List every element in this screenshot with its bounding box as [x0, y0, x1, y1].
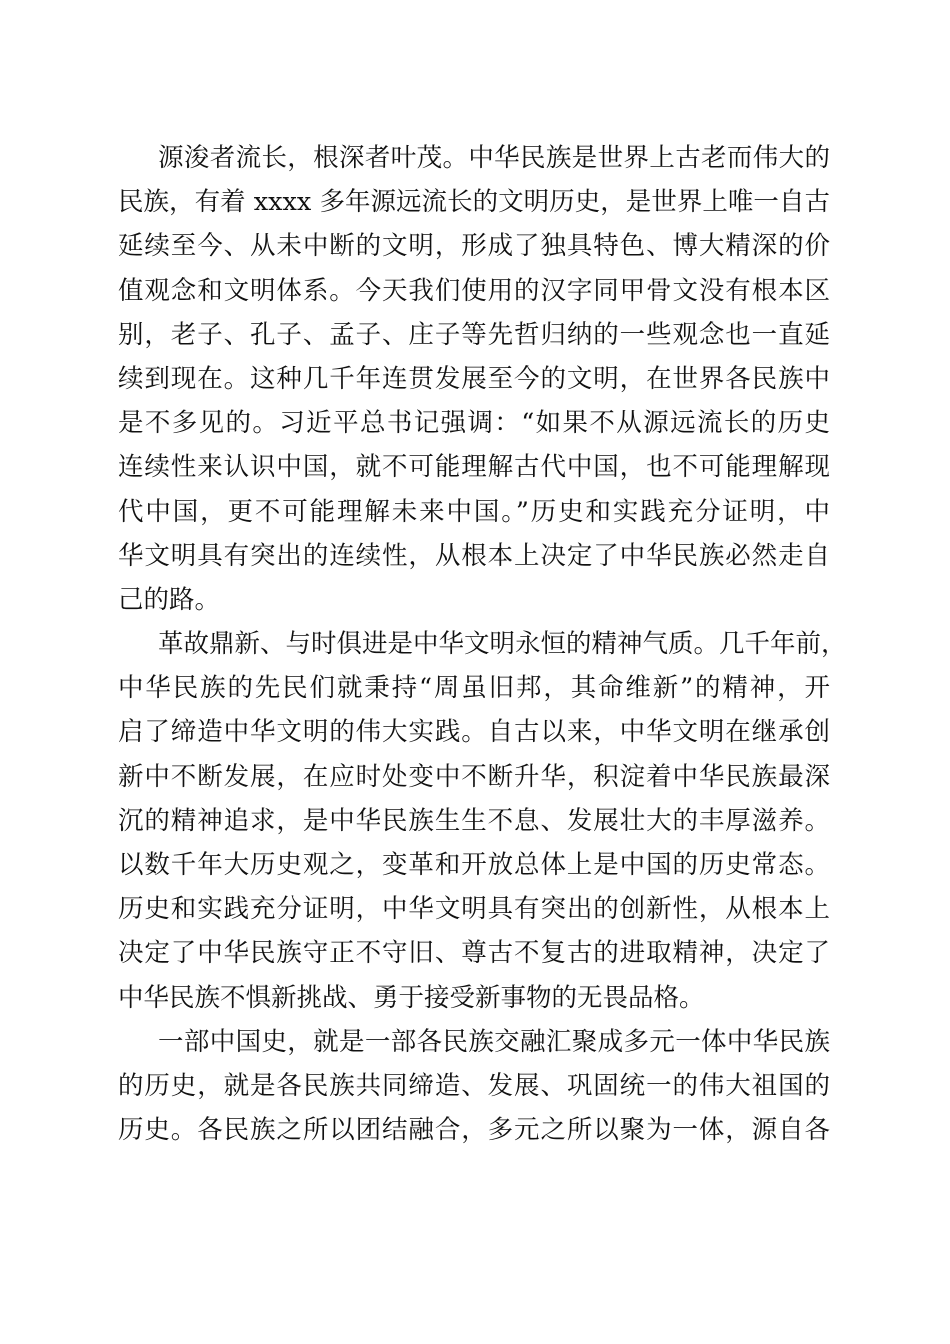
document-body [118, 136, 847, 1152]
paragraph-line: 值观念和文明体系。今天我们使用的汉字同甲骨文没有根本区 [118, 275, 830, 306]
paragraph-line: 别，老子、孔子、孟子、庄子等先哲归纳的一些观念也一直延 [118, 319, 830, 350]
paragraph-line: 新中不断发展，在应时处变中不断升华，积淀着中华民族最深 [118, 761, 830, 792]
paragraph-line: 历史。各民族之所以团结融合，多元之所以聚为一体，源自各 [118, 1115, 830, 1146]
paragraph-1 [118, 136, 830, 622]
paragraph-line: 己的路。 [118, 584, 221, 615]
paragraph-line: 民族，有着 xxxx 多年源远流长的文明历史，是世界上唯一自古 [118, 187, 830, 218]
paragraph-line: 代中国，更不可能理解未来中国。”历史和实践充分证明，中 [118, 496, 830, 527]
paragraph-line: 以数千年大历史观之，变革和开放总体上是中国的历史常态。 [118, 850, 830, 880]
paragraph-line: 华文明具有突出的连续性，从根本上决定了中华民族必然走自 [118, 540, 830, 571]
paragraph-line: 是不多见的。习近平总书记强调：“如果不从源远流长的历史 [118, 408, 830, 439]
paragraph-line: 源浚者流长，根深者叶茂。中华民族是世界上古老而伟大的 [158, 143, 830, 173]
paragraph-line: 革故鼎新、与时俱进是中华文明永恒的精神气质。几千年前， [158, 629, 847, 660]
paragraph-2 [118, 622, 847, 1020]
paragraph-line: 续到现在。这种几千年连贯发展至今的文明，在世界各民族中 [118, 363, 830, 394]
paragraph-3 [118, 1020, 830, 1153]
paragraph-line: 历史和实践充分证明，中华文明具有突出的创新性，从根本上 [118, 894, 830, 925]
paragraph-line: 连续性来认识中国，就不可能理解古代中国，也不可能理解现 [118, 452, 830, 483]
paragraph-line: 中华民族不惧新挑战、勇于接受新事物的无畏品格。 [118, 982, 705, 1013]
paragraph-line: 决定了中华民族守正不守旧、尊古不复古的进取精神，决定了 [118, 938, 830, 969]
paragraph-line: 的历史，就是各民族共同缔造、发展、巩固统一的伟大祖国的 [118, 1070, 830, 1101]
paragraph-line: 一部中国史，就是一部各民族交融汇聚成多元一体中华民族 [158, 1026, 830, 1057]
paragraph-line: 中华民族的先民们就秉持“周虽旧邦，其命维新”的精神，开 [118, 673, 830, 704]
paragraph-line: 延续至今、从未中断的文明，形成了独具特色、博大精深的价 [118, 231, 830, 262]
paragraph-line: 沉的精神追求，是中华民族生生不息、发展壮大的丰厚滋养。 [118, 805, 830, 836]
paragraph-line: 启了缔造中华文明的伟大实践。自古以来，中华文明在继承创 [118, 717, 830, 748]
